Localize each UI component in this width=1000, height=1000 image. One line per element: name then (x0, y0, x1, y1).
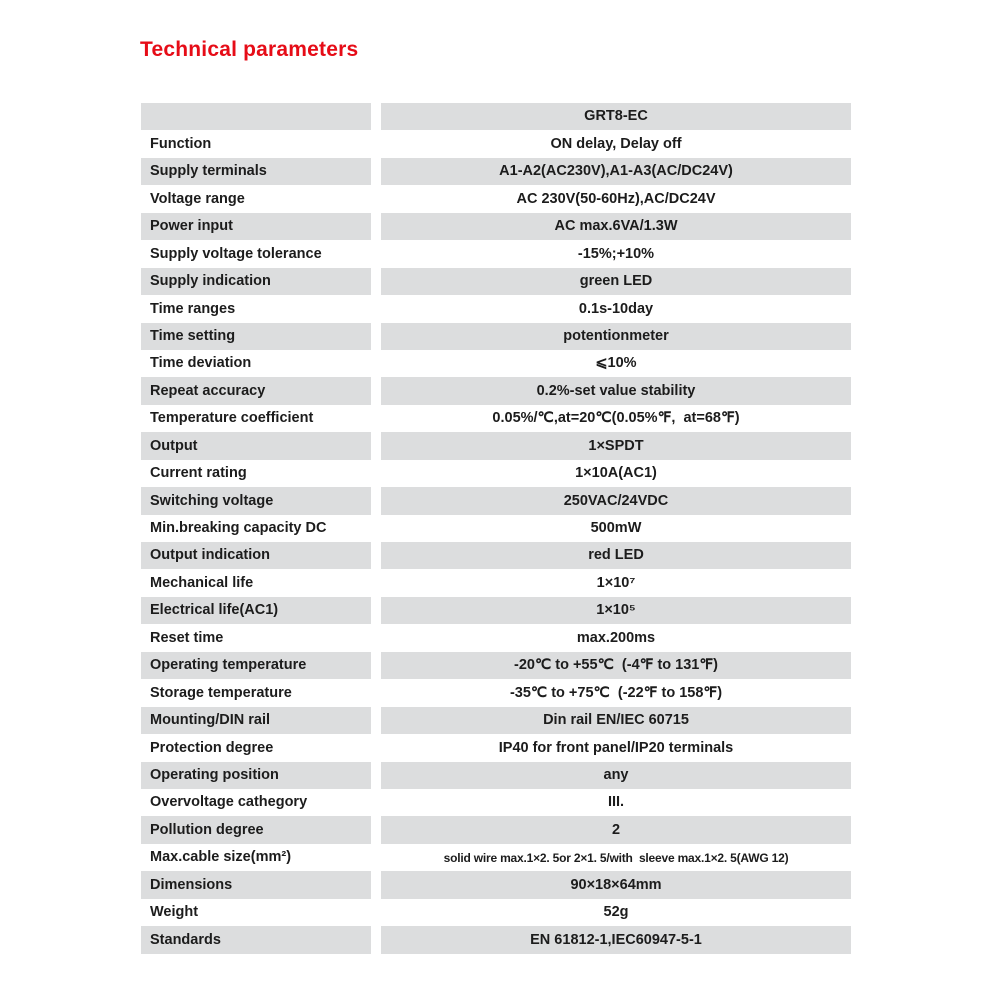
table-header-row-label (141, 103, 371, 130)
table-row-label: Repeat accuracy (141, 377, 371, 404)
column-gap (371, 185, 381, 212)
table-row (141, 597, 851, 624)
table-row-label: Current rating (150, 465, 247, 482)
column-gap (371, 295, 381, 322)
column-gap (371, 569, 381, 596)
table-row (141, 487, 851, 514)
column-gap (371, 871, 381, 898)
table-row-label: Dimensions (141, 871, 371, 898)
table-row (141, 679, 851, 706)
column-gap (371, 213, 381, 240)
table-row-label: Standards (141, 926, 371, 953)
table-row (141, 130, 851, 157)
table-header-row (141, 103, 851, 130)
column-gap (371, 789, 381, 816)
table-row-value: 90×18×64mm (381, 871, 851, 898)
column-gap (371, 377, 381, 404)
table-row-label: Switching voltage (141, 487, 371, 514)
column-gap (371, 323, 381, 350)
column-gap (371, 515, 381, 542)
table-row-label: Min.breaking capacity DC (150, 520, 327, 537)
table-row (141, 158, 851, 185)
table-row (141, 624, 851, 651)
table-row (141, 899, 851, 926)
table-row-label: Protection degree (150, 739, 274, 756)
table-row-value: III. (607, 794, 625, 811)
table-row-label: Supply voltage tolerance (150, 245, 322, 262)
table-row-label: Voltage range (150, 190, 245, 207)
table-row-label: Pollution degree (141, 816, 371, 843)
table-row-label: Temperature coefficient (150, 410, 314, 427)
table-row-label: Mounting/DIN rail (141, 707, 371, 734)
column-gap (371, 240, 381, 267)
column-gap (371, 844, 381, 871)
table-row (141, 844, 851, 871)
table-row (141, 515, 851, 542)
table-row-value: solid wire max.1×2. 5or 2×1. 5/with sleeve max.1×2. 5(AWG 12) (443, 850, 789, 865)
column-gap (371, 432, 381, 459)
column-gap (371, 597, 381, 624)
table-row-label: Storage temperature (150, 684, 292, 701)
table-row-label: Supply indication (141, 268, 371, 295)
table-row (141, 213, 851, 240)
table-row (141, 432, 851, 459)
table-row (141, 405, 851, 432)
table-row-value: AC max.6VA/1.3W (381, 213, 851, 240)
table-row-value: green LED (381, 268, 851, 295)
table-row-label: Function (150, 135, 212, 152)
table-row-value: EN 61812-1,IEC60947-5-1 (381, 926, 851, 953)
table-header-row-value: GRT8-EC (381, 103, 851, 130)
table-row (141, 460, 851, 487)
column-gap (371, 542, 381, 569)
column-gap (371, 130, 381, 157)
table-row-label: Output (141, 432, 371, 459)
table-row-label: Operating temperature (141, 652, 371, 679)
column-gap (371, 926, 381, 953)
table-row (141, 734, 851, 761)
table-row-value: ⩽10% (595, 355, 637, 372)
table-row-value: IP40 for front panel/IP20 terminals (498, 739, 734, 756)
table-row-value: -35℃ to +75℃ (-22℉ to 158℉) (509, 684, 723, 701)
column-gap (371, 350, 381, 377)
table-row-value: 500mW (590, 520, 642, 537)
table-row-value: A1-A2(AC230V),A1-A3(AC/DC24V) (381, 158, 851, 185)
table-row-value: -20℃ to +55℃ (-4℉ to 131℉) (381, 652, 851, 679)
table-row-label: Reset time (150, 629, 224, 646)
column-gap (371, 707, 381, 734)
table-row (141, 762, 851, 789)
table-row-label: Time setting (141, 323, 371, 350)
table-row (141, 569, 851, 596)
table-row-value: 0.1s-10day (578, 300, 654, 317)
table-row-label: Weight (150, 904, 199, 921)
spec-table (141, 103, 851, 954)
table-row (141, 871, 851, 898)
table-row-value: 52g (603, 904, 629, 921)
table-row-label: Time ranges (150, 300, 236, 317)
table-row-value: max.200ms (576, 629, 656, 646)
table-row-label: Power input (141, 213, 371, 240)
column-gap (371, 405, 381, 432)
column-gap (371, 103, 381, 130)
table-row-value: 1×10⁵ (381, 597, 851, 624)
table-row-value: potentionmeter (381, 323, 851, 350)
table-row (141, 652, 851, 679)
table-row (141, 185, 851, 212)
table-row (141, 542, 851, 569)
table-row (141, 926, 851, 953)
page-title: Technical parameters (140, 38, 359, 61)
column-gap (371, 734, 381, 761)
table-row (141, 323, 851, 350)
table-row-label: Output indication (141, 542, 371, 569)
table-row-value: 0.05%/℃,at=20℃(0.05%℉, at=68℉) (492, 410, 740, 427)
table-row-label: Time deviation (150, 355, 252, 372)
table-row-label: Supply terminals (141, 158, 371, 185)
table-row-value: 2 (381, 816, 851, 843)
column-gap (371, 460, 381, 487)
column-gap (371, 899, 381, 926)
table-row-value: 250VAC/24VDC (381, 487, 851, 514)
table-row-value: -15%;+10% (577, 245, 655, 262)
column-gap (371, 679, 381, 706)
table-row-label: Operating position (141, 762, 371, 789)
table-row-value: 1×10A(AC1) (575, 465, 657, 482)
table-row (141, 240, 851, 267)
table-row-value: AC 230V(50-60Hz),AC/DC24V (516, 190, 716, 207)
table-row (141, 816, 851, 843)
table-row-label: Electrical life(AC1) (141, 597, 371, 624)
table-row (141, 268, 851, 295)
column-gap (371, 487, 381, 514)
table-row (141, 707, 851, 734)
table-row-value: ON delay, Delay off (550, 135, 682, 152)
table-row (141, 789, 851, 816)
table-row-label: Overvoltage cathegory (150, 794, 308, 811)
column-gap (371, 158, 381, 185)
table-row-value: Din rail EN/IEC 60715 (381, 707, 851, 734)
table-row-value: any (381, 762, 851, 789)
column-gap (371, 268, 381, 295)
table-row (141, 295, 851, 322)
column-gap (371, 762, 381, 789)
table-row-label: Max.cable size(mm²) (150, 849, 292, 866)
column-gap (371, 624, 381, 651)
column-gap (371, 816, 381, 843)
table-row (141, 350, 851, 377)
column-gap (371, 652, 381, 679)
table-row-value: 1×10⁷ (596, 574, 636, 591)
table-row-label: Mechanical life (150, 574, 254, 591)
table-row-value: 1×SPDT (381, 432, 851, 459)
table-row (141, 377, 851, 404)
table-row-value: 0.2%-set value stability (381, 377, 851, 404)
table-row-value: red LED (381, 542, 851, 569)
